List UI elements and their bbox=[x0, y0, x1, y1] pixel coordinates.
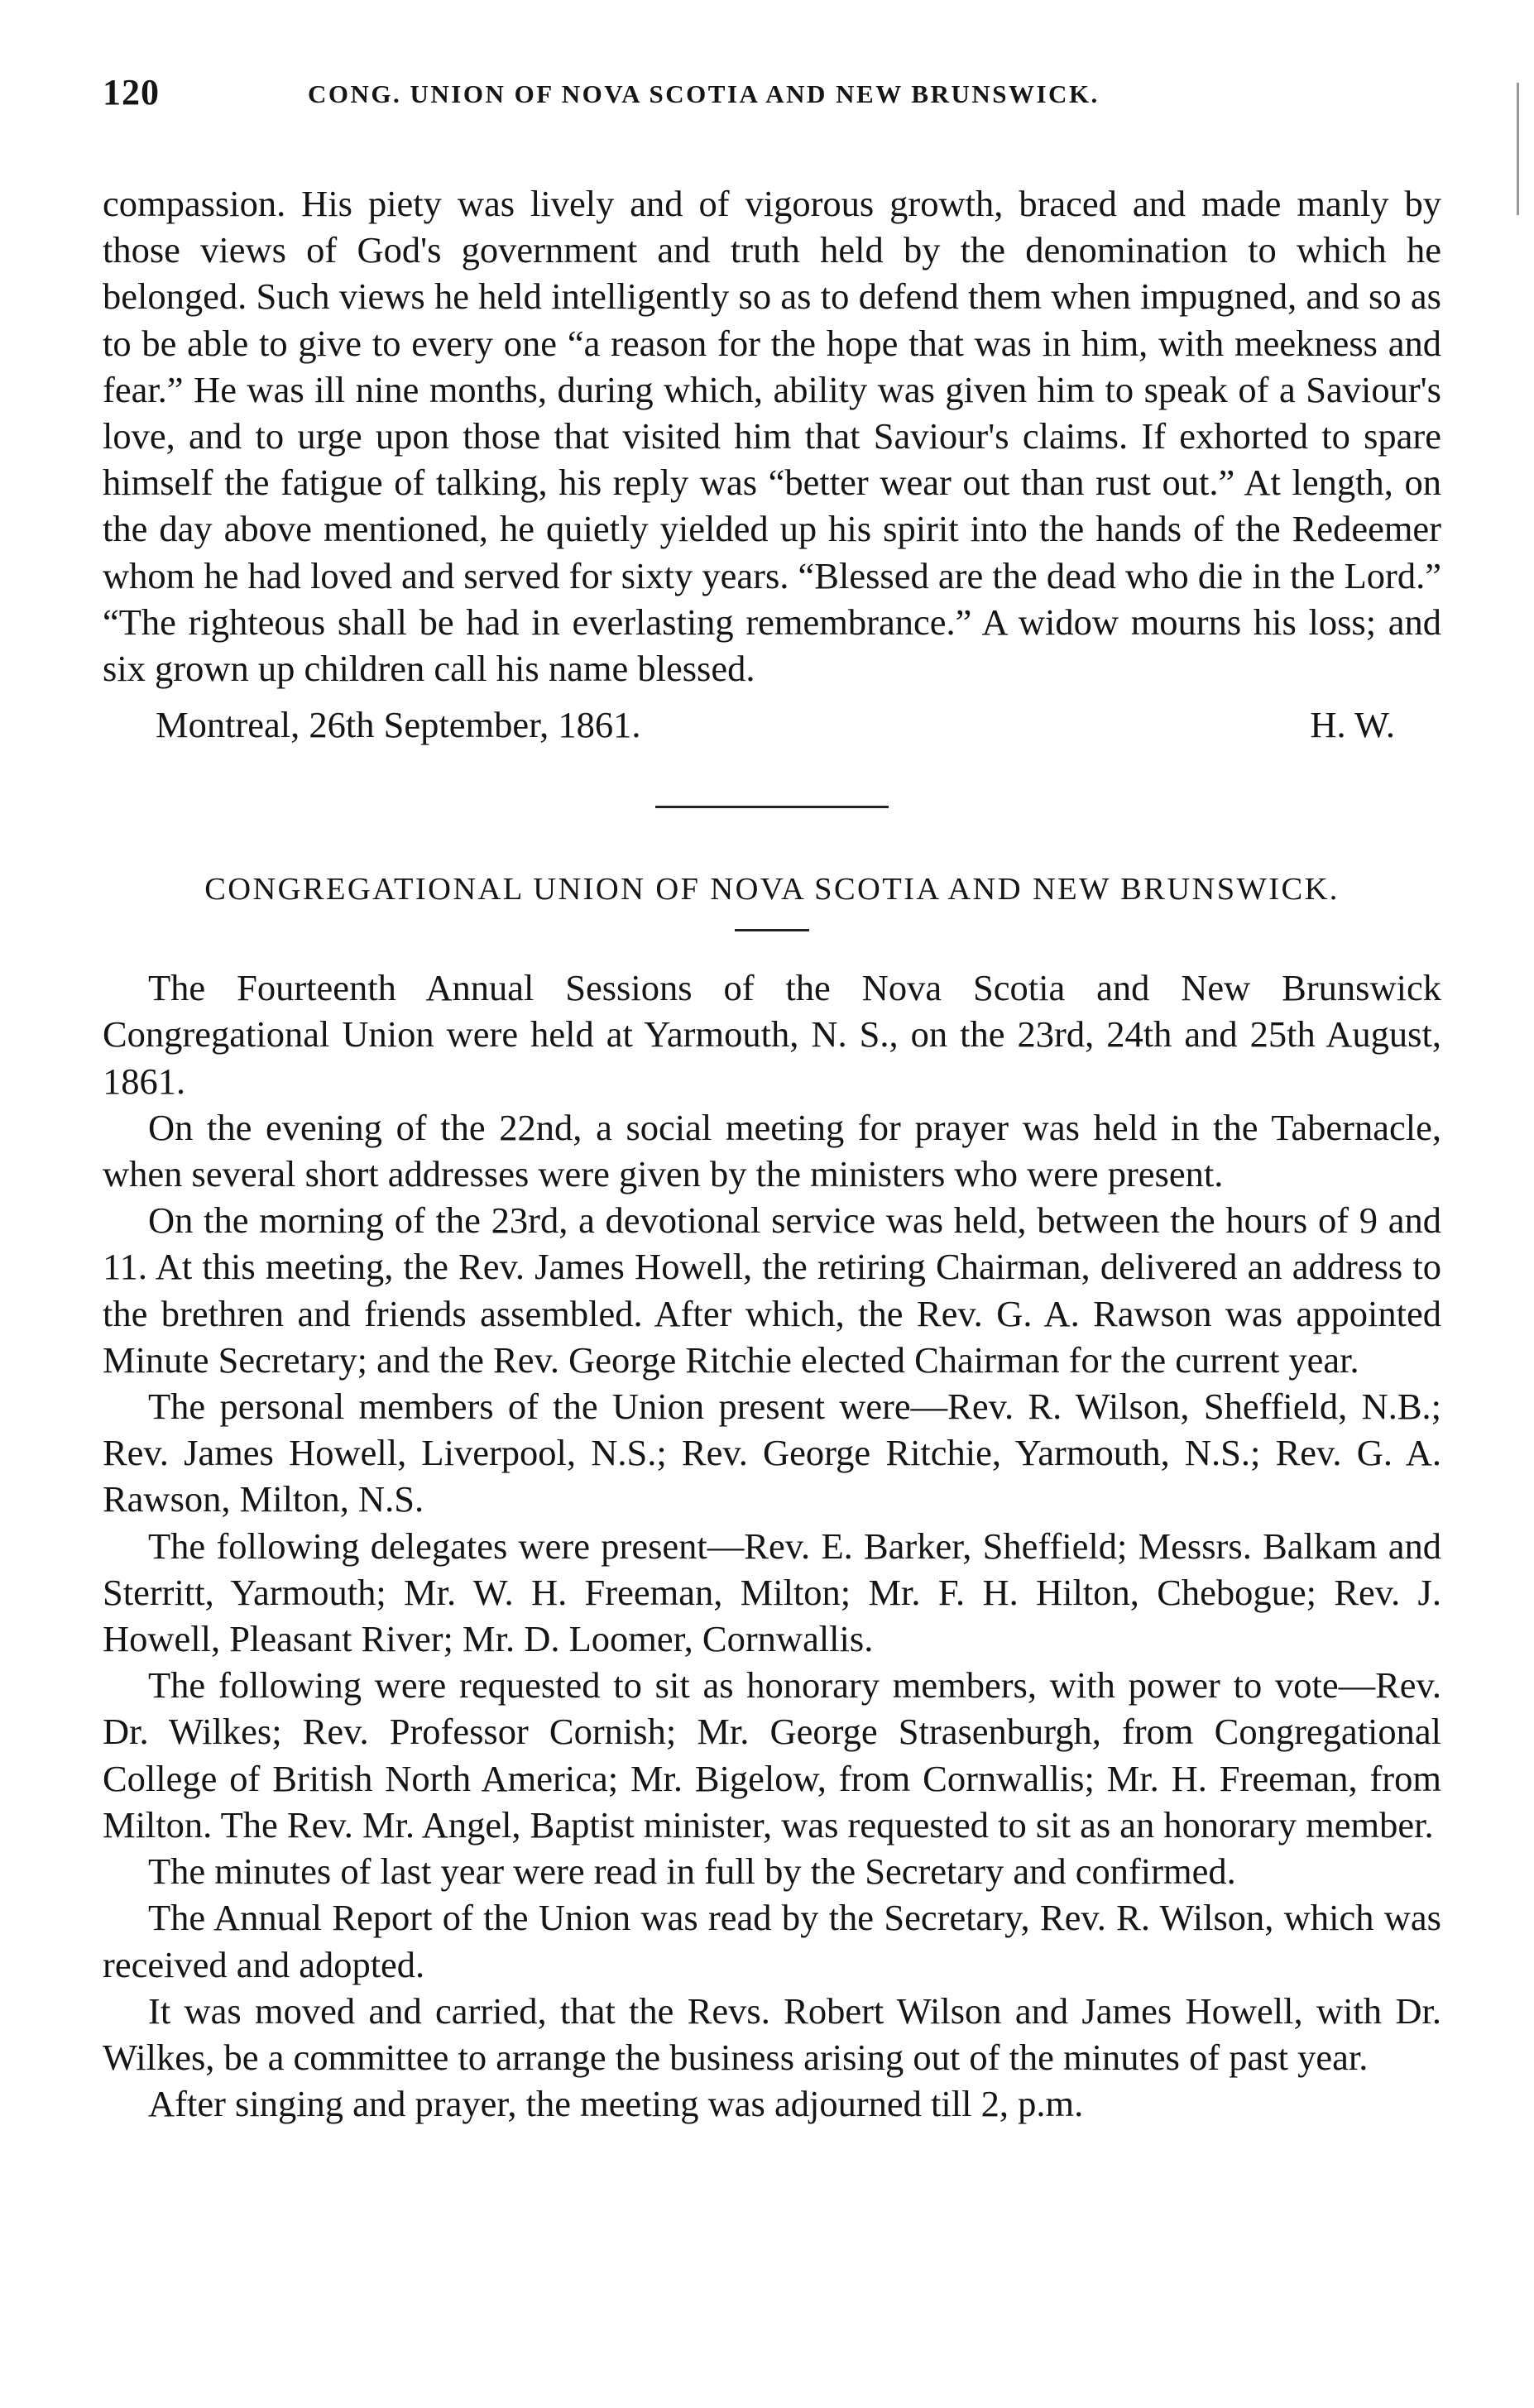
title-rule bbox=[735, 929, 809, 931]
scan-edge-mark bbox=[1517, 83, 1522, 215]
signature-line bbox=[103, 703, 1441, 753]
section-divider bbox=[655, 806, 889, 808]
paragraph-annual-report: The Annual Report of the Union was read by the Secretary, Rev. R. Wilson, which was received and adopted. bbox=[103, 1897, 1441, 1985]
paragraph-adjournment: After singing and prayer, the meeting was adjourned till 2, p.m. bbox=[148, 2083, 1084, 2125]
paragraph-honorary-members: The following were requested to sit as honorary members, with power to vote—Rev. Dr. Wilkes; Rev. Professor Cornish; Mr. George Strasenburgh, from Congregational College of British North America; Mr. Bigelow, from Cornwallis; Mr. H. Freeman, from Milton. The Rev. Mr. Angel, Baptist minister, was requested to sit as an honorary member. bbox=[103, 1664, 1441, 1845]
page-number: 120 bbox=[103, 72, 160, 113]
book-page bbox=[103, 71, 1441, 2127]
running-title: CONG. UNION OF NOVA SCOTIA AND NEW BRUNSWICK. bbox=[308, 79, 1100, 108]
paragraph-sessions: The Fourteenth Annual Sessions of the Nova Scotia and New Brunswick Congregational Union were held at Yarmouth, N. S., on the 23rd, 24th and 25th August, 1861. bbox=[103, 967, 1441, 1102]
place-date: Montreal, 26th September, 1861. bbox=[156, 704, 641, 746]
obituary-block bbox=[103, 180, 1441, 753]
running-head bbox=[103, 71, 1441, 129]
paragraph-prayer-meeting: On the evening of the 22nd, a social meeting for prayer was held in the Tabernacle, when several short addresses were given by the ministers who were present. bbox=[103, 1106, 1441, 1195]
paragraph-delegates: The following delegates were present—Rev. E. Barker, Sheffield; Messrs. Balkam and Sterritt, Yarmouth; Mr. W. H. Freeman, Milton; Mr. F. H. Hilton, Chebogue; Rev. J. Howell, Pleasant River; Mr. D. Loomer, Cornwallis. bbox=[103, 1525, 1441, 1660]
author-initials: H. W. bbox=[1310, 704, 1395, 746]
paragraph-personal-members: The personal members of the Union present were—Rev. R. Wilson, Sheffield, N.B.; Rev. James Howell, Liverpool, N.S.; Rev. George Ritchie, Yarmouth, N.S.; Rev. G. A. Rawson, Milton, N.S. bbox=[103, 1386, 1441, 1520]
paragraph-minutes: The minutes of last year were read in full by the Secretary and confirmed. bbox=[148, 1850, 1236, 1893]
paragraph-committee: It was moved and carried, that the Revs. Robert Wilson and James Howell, with Dr. Wilkes, be a committee to arrange the business arising out of the minutes of past year. bbox=[103, 1989, 1441, 2078]
paragraph-devotional-service: On the morning of the 23rd, a devotional service was held, between the hours of 9 and 11. At this meeting, the Rev. James Howell, the retiring Chairman, delivered an address to the brethren and friends assembled. After which, the Rev. G. A. Rawson was appointed Minute Secretary; and the Rev. George Ritchie elected Chairman for the current year. bbox=[103, 1199, 1441, 1381]
obituary-paragraph: compassion. His piety was lively and of vigorous growth, braced and made manly by those views of God's government and truth held by the denomination to which he belonged. Such views he held intelligently so as to defend them when impugned, and so as to be able to give to every one “a reason for the hope that was in him, with meekness and fear.” He was ill nine months, during which, ability was given him to speak of a Saviour's love, and to urge upon those that visited him that Saviour's claims. If exhorted to spare himself the fatigue of talking, his reply was “better wear out than rust out.” At length, on the day above mentioned, he quietly yielded up his spirit into the hands of the Redeemer whom he had loved and served for sixty years. “Blessed are the dead who die in the Lord.” “The righteous shall be had in everlasting remembrance.” A widow mourns his loss; and six grown up children call his name blessed. bbox=[103, 183, 1441, 690]
section-title: CONGREGATIONAL UNION OF NOVA SCOTIA AND NEW BRUNSWICK. bbox=[204, 872, 1340, 907]
section-body bbox=[103, 965, 1441, 2127]
